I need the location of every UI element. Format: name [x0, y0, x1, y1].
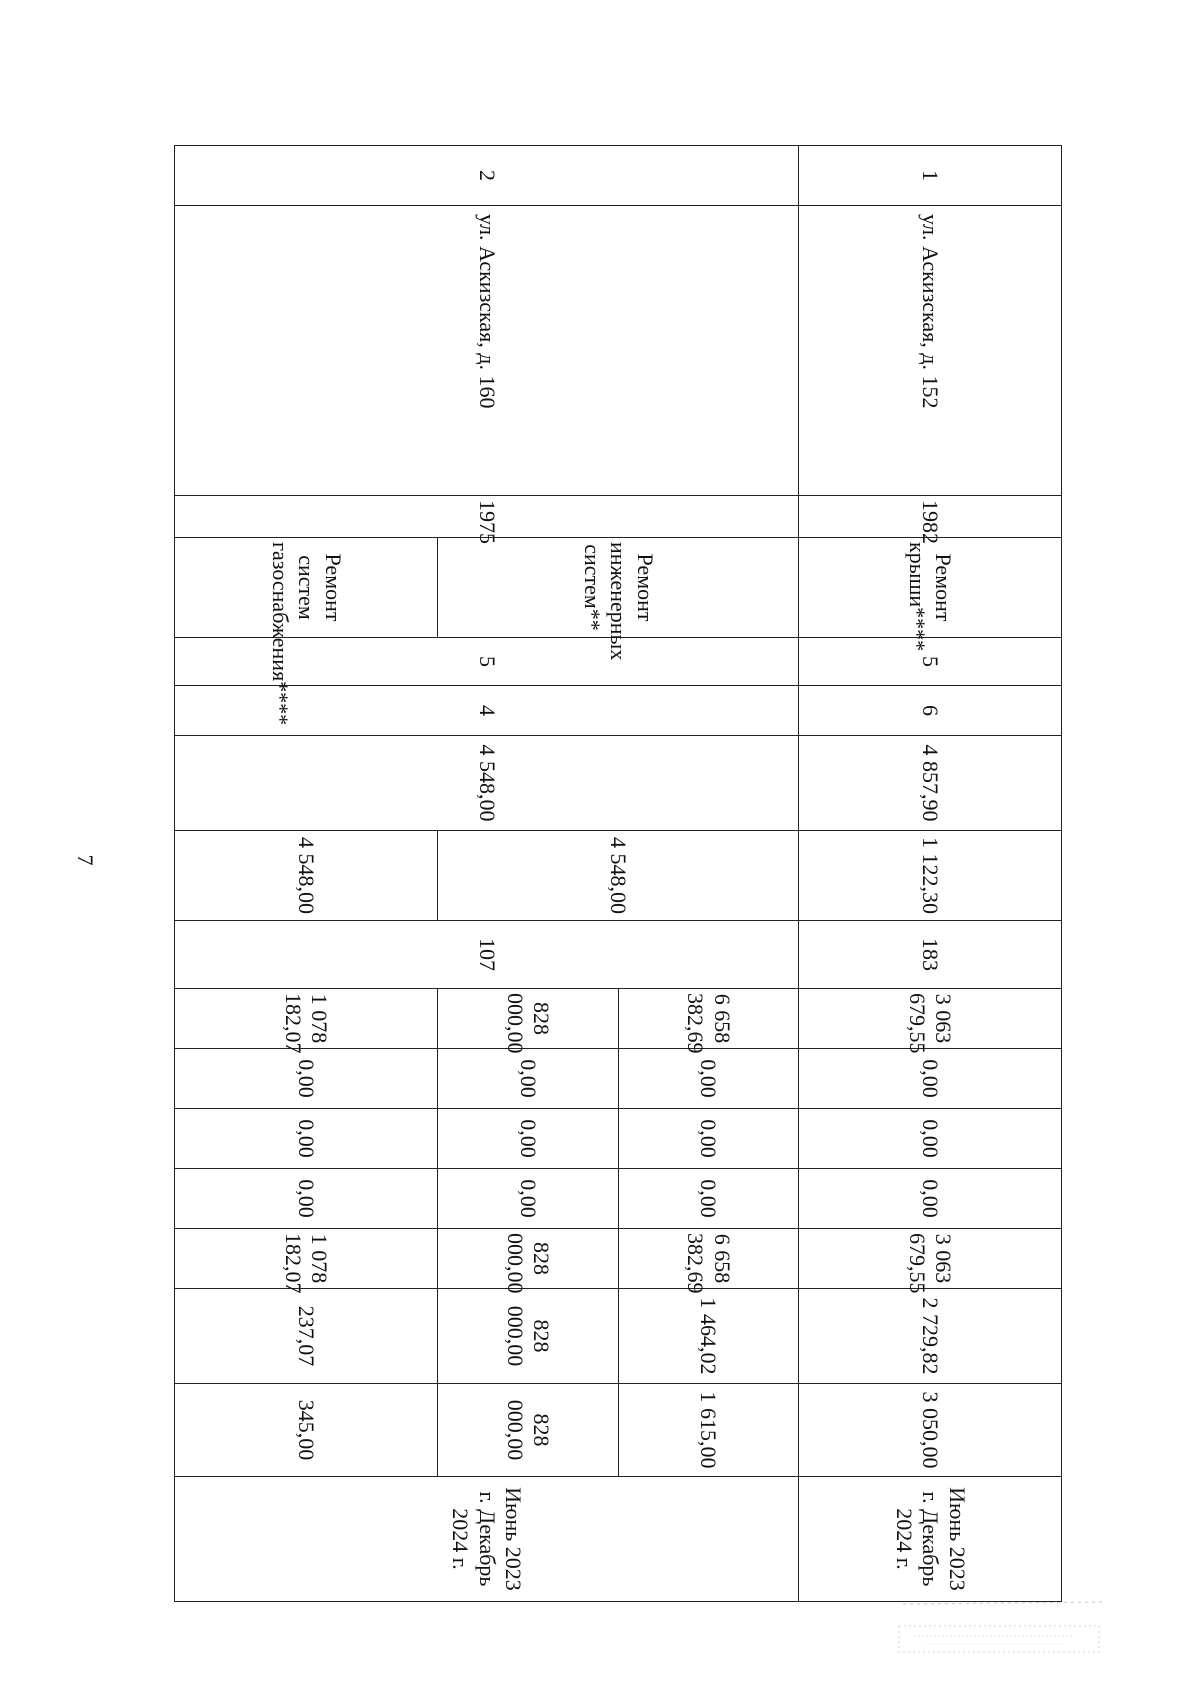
cost-total-cell: 828 000,00	[438, 989, 619, 1049]
address-cell: ул. Аскизская, д. 160	[175, 206, 799, 496]
cost-fund-cell: 0,00	[175, 1049, 438, 1109]
entrances-cell: 6	[799, 686, 1062, 736]
area-cell: 4 548,00	[175, 831, 438, 921]
approval-stamp-mark	[895, 1600, 1110, 1658]
floors-cell: 5	[175, 638, 799, 686]
max-unit-cost-cell: 828 000,00	[438, 1384, 619, 1477]
cost-budget-cell: 0,00	[175, 1109, 438, 1169]
cost-budget-cell: 0,00	[618, 1109, 799, 1169]
cost-total-cell: 6 658 382,69	[618, 989, 799, 1049]
table-row	[618, 146, 799, 1602]
work-type-cell: Ремонт инженерных систем**	[438, 538, 799, 638]
cost-local-cell: 0,00	[618, 1169, 799, 1229]
cost-fund-cell: 0,00	[618, 1049, 799, 1109]
year-cell: 1975	[175, 496, 799, 538]
cost-total-cell: 3 063 679,55	[799, 989, 1062, 1049]
unit-cost-cell: 237,07	[175, 1289, 438, 1384]
total-area-cell: 4 857,90	[799, 736, 1062, 831]
floors-cell: 5	[799, 638, 1062, 686]
cost-local-cell: 0,00	[438, 1169, 619, 1229]
max-unit-cost-cell: 3 050,00	[799, 1384, 1062, 1477]
cost-local-cell: 0,00	[799, 1169, 1062, 1229]
total-area-cell: 4 548,00	[175, 736, 799, 831]
cost-local-cell: 0,00	[175, 1169, 438, 1229]
entrances-cell: 4	[175, 686, 799, 736]
area-cell: 4 548,00	[438, 831, 799, 921]
cost-owners-cell: 1 078 182,07	[175, 1229, 438, 1289]
cost-budget-cell: 0,00	[799, 1109, 1062, 1169]
address-cell: ул. Аскизская, д. 152	[799, 206, 1062, 496]
period-cell: Июнь 2023 г. Декабрь 2024 г.	[175, 1477, 799, 1602]
max-unit-cost-cell: 1 615,00	[618, 1384, 799, 1477]
max-unit-cost-cell: 345,00	[175, 1384, 438, 1477]
area-cell: 1 122,30	[799, 831, 1062, 921]
residents-cell: 107	[175, 921, 799, 989]
table-row	[799, 146, 1062, 1602]
works-table	[174, 145, 1062, 1602]
cost-budget-cell: 0,00	[438, 1109, 619, 1169]
cost-owners-cell: 3 063 679,55	[799, 1229, 1062, 1289]
row-number: 2	[175, 146, 799, 206]
work-type-cell: Ремонт систем газоснабжения****	[175, 538, 438, 638]
residents-cell: 183	[799, 921, 1062, 989]
page-number: 7	[73, 854, 98, 866]
work-type-cell: Ремонт крыши****	[799, 538, 1062, 638]
row-number: 1	[799, 146, 1062, 206]
cost-owners-cell: 6 658 382,69	[618, 1229, 799, 1289]
cost-owners-cell: 828 000,00	[438, 1229, 619, 1289]
unit-cost-cell: 828 000,00	[438, 1289, 619, 1384]
cost-fund-cell: 0,00	[799, 1049, 1062, 1109]
cost-total-cell: 1 078 182,07	[175, 989, 438, 1049]
cost-fund-cell: 0,00	[438, 1049, 619, 1109]
year-cell: 1982	[799, 496, 1062, 538]
works-table-frame	[174, 145, 1062, 1601]
period-cell: Июнь 2023 г. Декабрь 2024 г.	[799, 1477, 1062, 1602]
unit-cost-cell: 2 729,82	[799, 1289, 1062, 1384]
unit-cost-cell: 1 464,02	[618, 1289, 799, 1384]
